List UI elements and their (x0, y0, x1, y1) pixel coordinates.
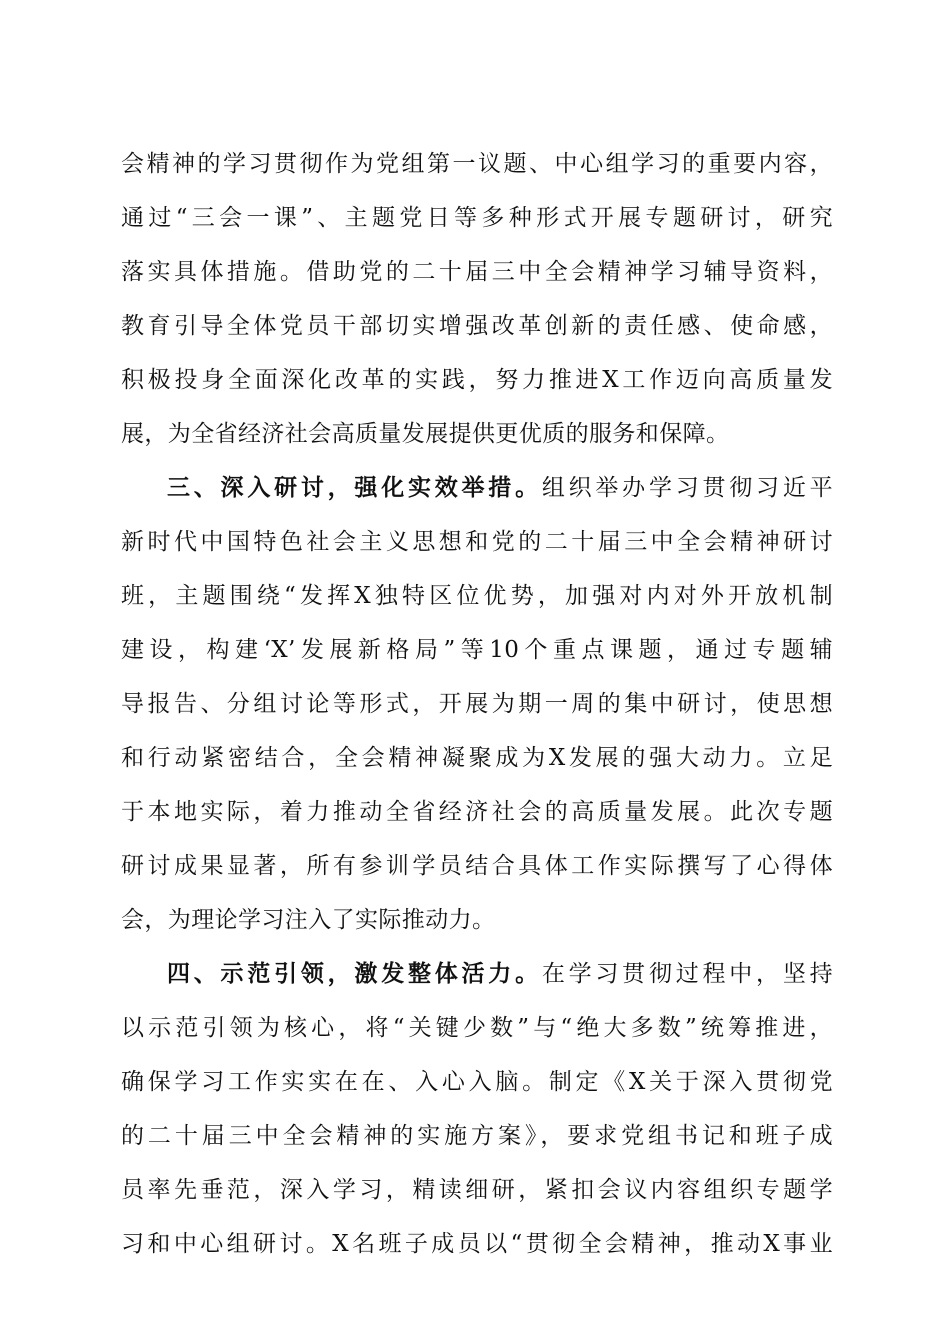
paragraph-line: 的二十届三中全会精神的实施方案》，要求党组书记和班子成 (121, 1123, 833, 1149)
paragraph-line: 展，为全省经济社会高质量发展提供更优质的服务和保障。 (121, 421, 730, 447)
paragraph-line: 积极投身全面深化改革的实践，努力推进X工作迈向高质量发 (121, 367, 833, 393)
paragraph-line: 确保学习工作实实在在、入心入脑。制定《X关于深入贯彻党 (121, 1069, 833, 1095)
document-body (121, 137, 833, 1271)
paragraph-line: 落实具体措施。借助党的二十届三中全会精神学习辅导资料， (121, 259, 833, 285)
paragraph-line: 会精神的学习贯彻作为党组第一议题、中心组学习的重要内容， (121, 151, 833, 177)
section-heading-three: 三、深入研讨，强化实效举措。 (167, 475, 542, 501)
paragraph-demonstration-leading (121, 947, 833, 1271)
paragraph-line: 习和中心组研讨。X名班子成员以“贯彻全会精神，推动X事业 (121, 1231, 833, 1257)
paragraph-line: 新时代中国特色社会主义思想和党的二十届三中全会精神研讨 (121, 529, 833, 555)
paragraph-first-line (121, 947, 833, 1001)
paragraph-line-rest: 组织举办学习贯彻习近平 (541, 475, 833, 501)
paragraph-line: 班，主题围绕“发挥X独特区位优势，加强对内对外开放机制 (121, 583, 833, 609)
paragraph-line: 员率先垂范，深入学习，精读细研，紧扣会议内容组织专题学 (121, 1177, 833, 1203)
paragraph-line: 以示范引领为核心，将“关键少数”与“绝大多数”统筹推进， (121, 1015, 833, 1041)
paragraph-line: 通过“三会一课”、主题党日等多种形式开展专题研讨，研究 (121, 205, 833, 231)
paragraph-line: 建设，构建‘X’发展新格局”等10个重点课题，通过专题辅 (121, 637, 833, 663)
paragraph-line: 和行动紧密结合，全会精神凝聚成为X发展的强大动力。立足 (121, 745, 833, 771)
paragraph-in-depth-discussion (121, 461, 833, 947)
paragraph-line-rest: 在学习贯彻过程中，坚持 (541, 961, 833, 987)
paragraph-implementation (121, 137, 833, 461)
paragraph-line: 导报告、分组讨论等形式，开展为期一周的集中研讨，使思想 (121, 691, 833, 717)
section-heading-four: 四、示范引领，激发整体活力。 (167, 961, 542, 987)
paragraph-line: 于本地实际，着力推动全省经济社会的高质量发展。此次专题 (121, 799, 833, 825)
paragraph-first-line (121, 461, 833, 515)
paragraph-line: 研讨成果显著，所有参训学员结合具体工作实际撰写了心得体 (121, 853, 833, 879)
paragraph-line: 会，为理论学习注入了实际推动力。 (121, 907, 496, 933)
paragraph-line: 教育引导全体党员干部切实增强改革创新的责任感、使命感， (121, 313, 833, 339)
